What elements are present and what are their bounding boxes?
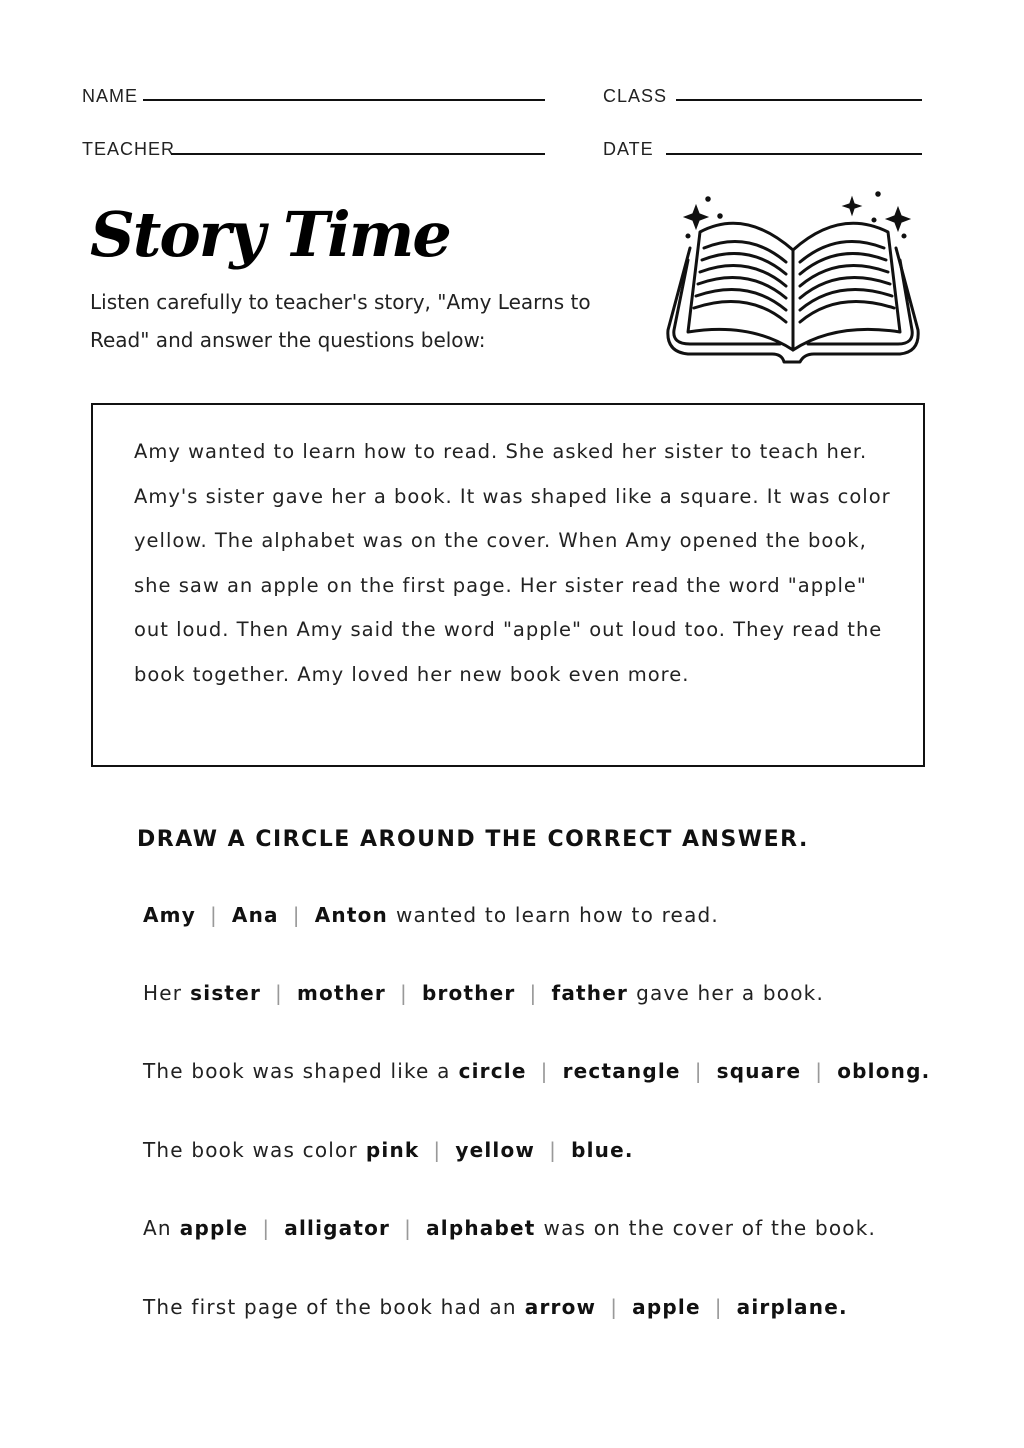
option-separator: | xyxy=(610,1295,619,1319)
answer-option[interactable]: alligator xyxy=(284,1216,391,1240)
question-text-after: gave her a book. xyxy=(636,981,825,1005)
intro-text: Listen carefully to teacher's story, "Amy Learns to Read" and answer the questions below: xyxy=(90,290,591,352)
question-row xyxy=(143,1295,848,1325)
story-text: Amy wanted to learn how to read. She asked her sister to teach her. Amy's sister gave her a book. It was shaped like a square. It was color yellow. The alphabet was on the cover. When Amy opened the book, she saw an apple on the first page. Her sister read the word "apple" out loud. Then Amy said the word "apple" out loud too. They read the book together. Amy loved her new book even more. xyxy=(134,440,891,686)
option-separator: | xyxy=(209,903,218,927)
question-text-before: The book was shaped like a xyxy=(143,1059,451,1083)
option-separator: | xyxy=(262,1216,271,1240)
teacher-label: TEACHER xyxy=(82,139,176,159)
page-title: Story Time xyxy=(90,198,450,271)
answer-option[interactable]: oblong. xyxy=(837,1059,931,1083)
answer-option[interactable]: rectangle xyxy=(562,1059,681,1083)
answer-option[interactable]: Ana xyxy=(231,903,279,927)
question-row xyxy=(143,981,832,1011)
question-row xyxy=(143,1138,634,1168)
question-text-before: An xyxy=(143,1216,172,1240)
answer-option[interactable]: yellow xyxy=(455,1138,536,1162)
answer-option[interactable]: Anton xyxy=(314,903,388,927)
option-separator: | xyxy=(714,1295,723,1319)
answer-option[interactable]: airplane. xyxy=(736,1295,848,1319)
date-label: DATE xyxy=(603,139,654,159)
date-field-line[interactable] xyxy=(666,153,922,155)
option-separator: | xyxy=(433,1138,442,1162)
option-separator: | xyxy=(404,1216,413,1240)
class-field-line[interactable] xyxy=(676,99,922,101)
open-book-icon xyxy=(660,190,928,370)
name-label: NAME xyxy=(82,86,139,106)
answer-option[interactable]: brother xyxy=(421,981,516,1005)
teacher-field-line[interactable] xyxy=(171,153,545,155)
question-text-before: The book was color xyxy=(143,1138,358,1162)
story-box xyxy=(91,403,925,767)
answer-option[interactable]: blue. xyxy=(571,1138,634,1162)
question-text-before: Her xyxy=(143,981,183,1005)
instruction-heading: DRAW A CIRCLE AROUND THE CORRECT ANSWER. xyxy=(137,827,809,852)
option-separator: | xyxy=(292,903,301,927)
option-separator: | xyxy=(549,1138,558,1162)
answer-option[interactable]: mother xyxy=(296,981,386,1005)
question-row xyxy=(143,903,727,933)
class-label: CLASS xyxy=(603,86,668,106)
answer-option[interactable]: alphabet xyxy=(426,1216,536,1240)
answer-option[interactable]: sister xyxy=(190,981,262,1005)
answer-option[interactable]: circle xyxy=(458,1059,527,1083)
answer-option[interactable]: pink xyxy=(365,1138,420,1162)
question-row xyxy=(143,1216,884,1246)
answer-option[interactable]: apple xyxy=(632,1295,701,1319)
question-text-before: The first page of the book had an xyxy=(143,1295,517,1319)
option-separator: | xyxy=(540,1059,549,1083)
answer-option[interactable]: Amy xyxy=(143,903,196,927)
option-separator: | xyxy=(694,1059,703,1083)
answer-option[interactable]: father xyxy=(551,981,629,1005)
option-separator: | xyxy=(400,981,408,1005)
answer-option[interactable]: apple xyxy=(179,1216,249,1240)
option-separator: | xyxy=(815,1059,824,1083)
option-separator: | xyxy=(529,981,538,1005)
question-text-after: was on the cover of the book. xyxy=(543,1216,877,1240)
question-row xyxy=(143,1059,930,1089)
answer-option[interactable]: arrow xyxy=(524,1295,597,1319)
option-separator: | xyxy=(275,981,283,1005)
question-text-after: wanted to learn how to read. xyxy=(395,903,719,927)
answer-option[interactable]: square xyxy=(716,1059,802,1083)
name-field-line[interactable] xyxy=(143,99,545,101)
